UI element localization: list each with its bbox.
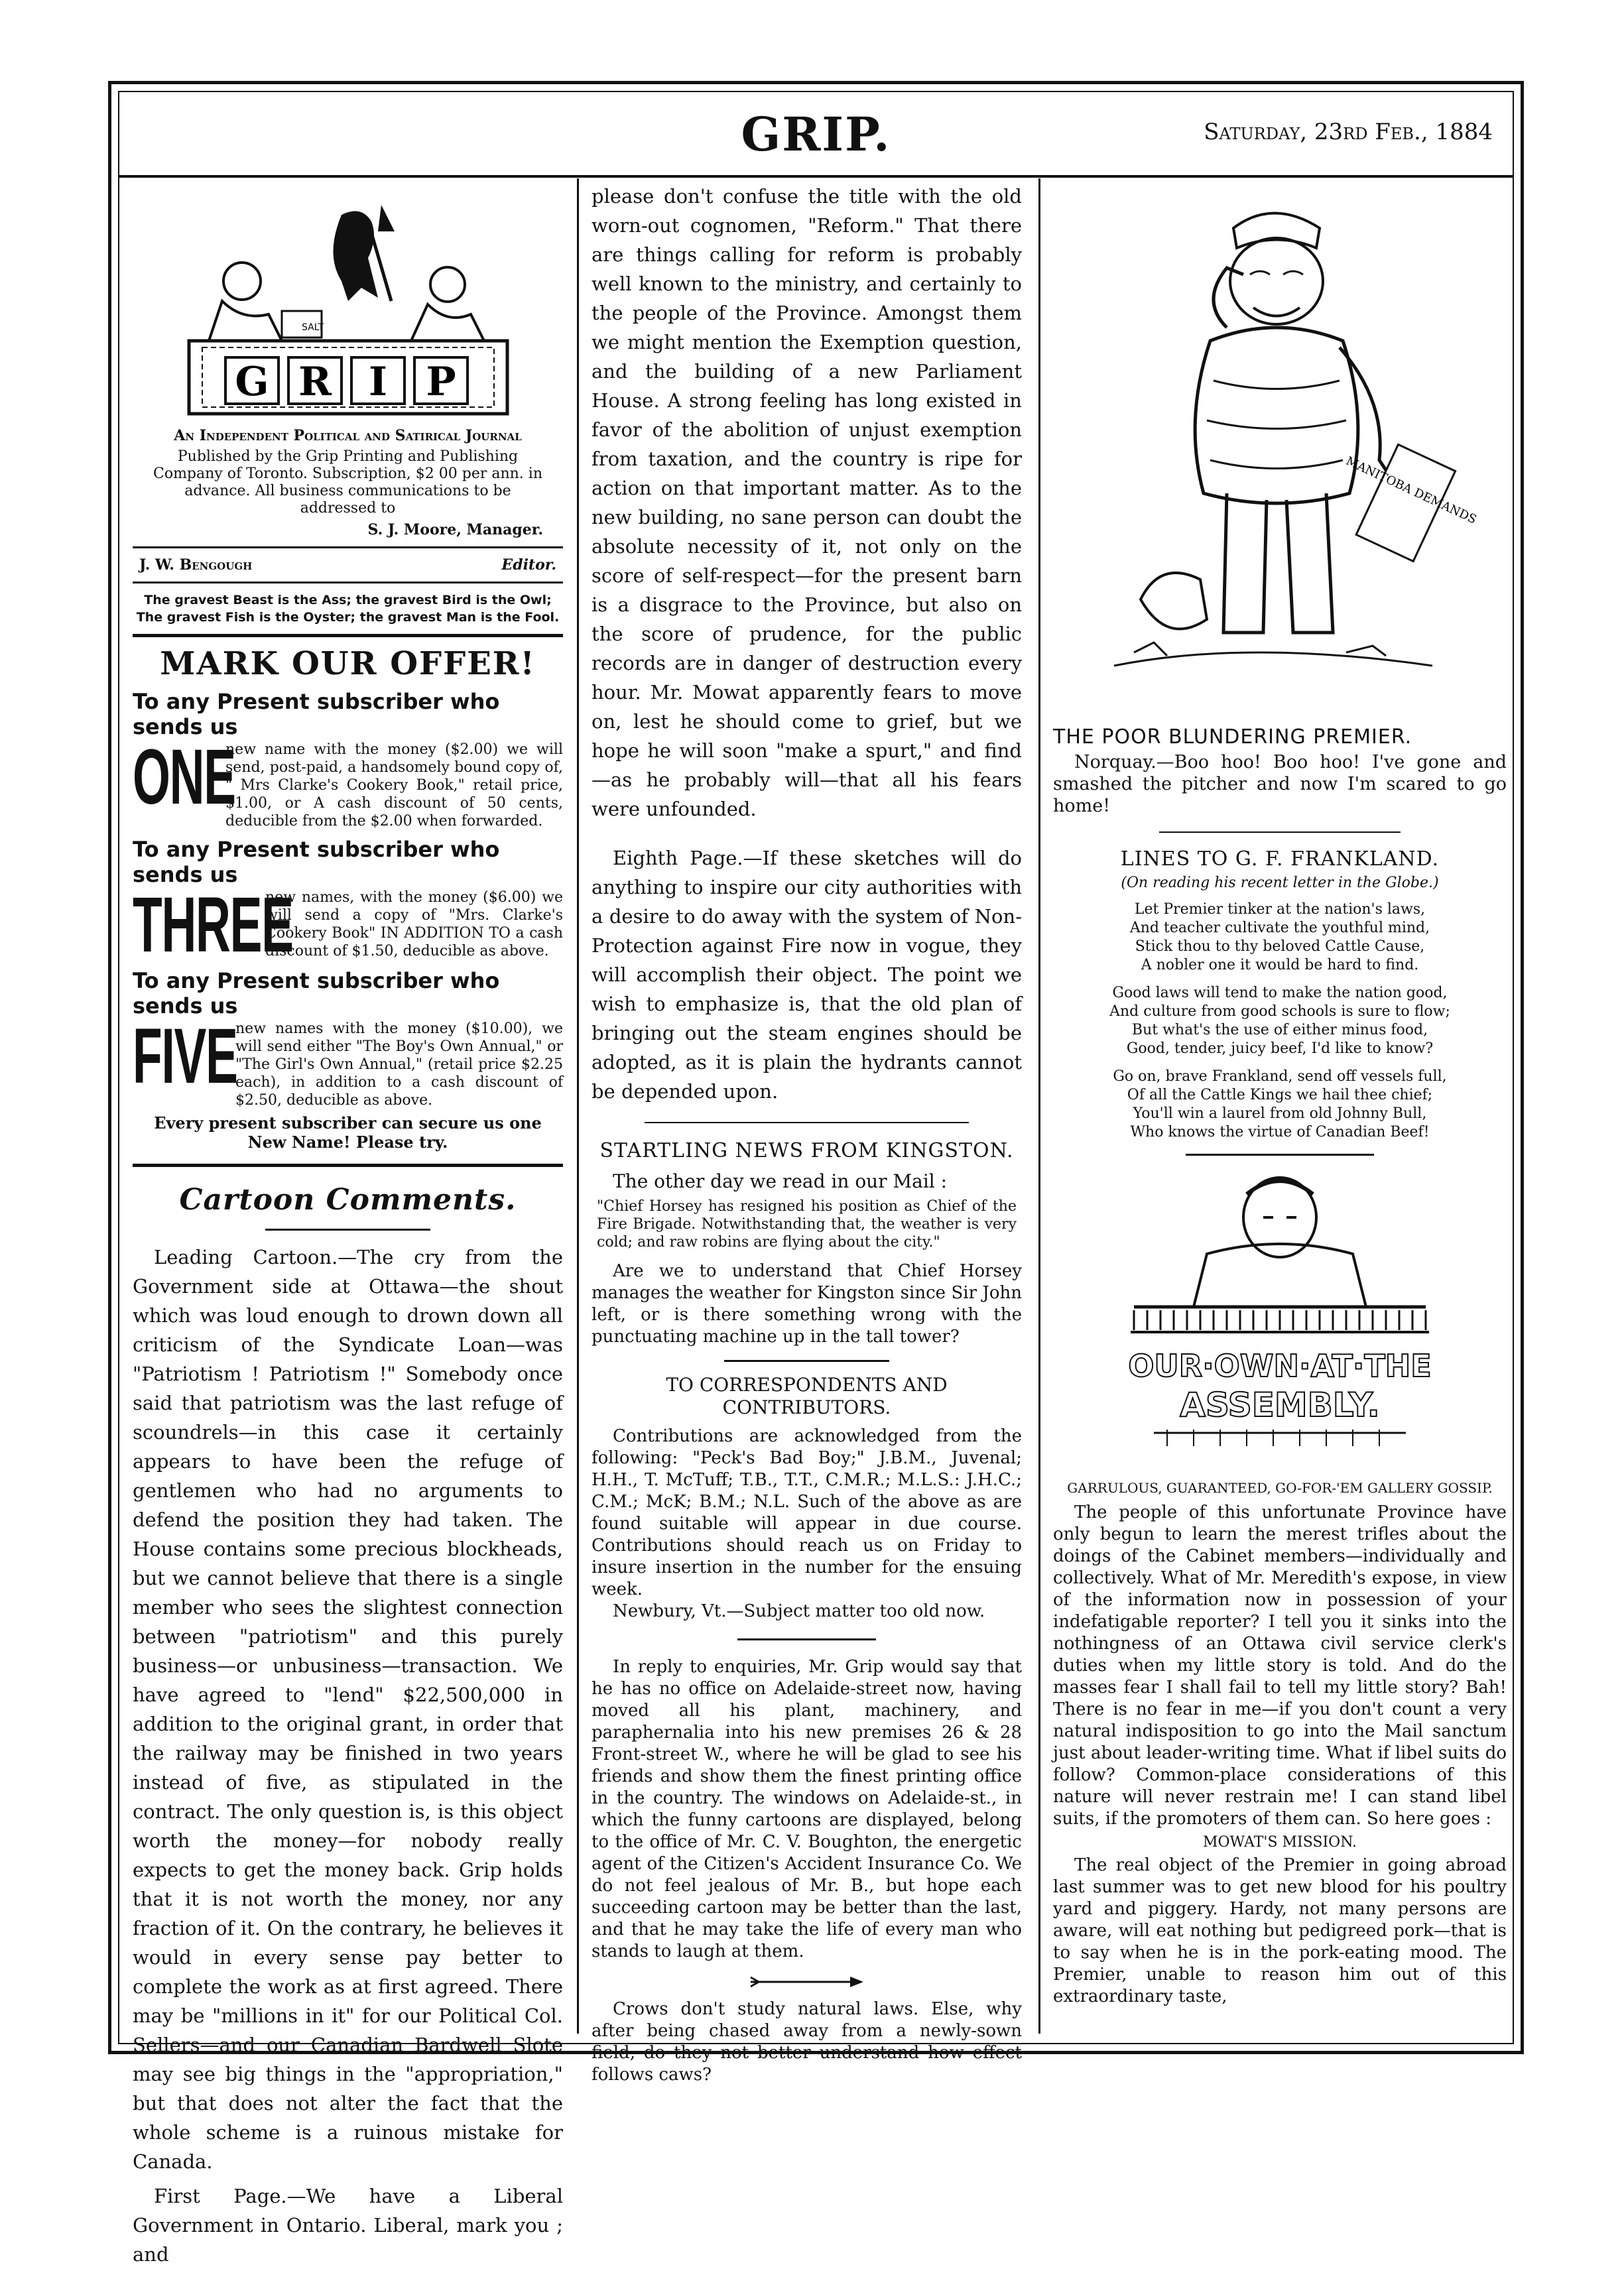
crows-text: Crows don't study natural laws. Else, why after being chased away from a newly-sown field, do they not better understand how effect follows caws? xyxy=(592,1999,1022,2085)
logo-letter-r: R xyxy=(298,359,332,405)
page-frame xyxy=(108,81,1524,2266)
cartoon-comments-title: Cartoon Comments. xyxy=(179,1183,517,1217)
divider xyxy=(645,1122,969,1123)
page-inner-frame xyxy=(118,91,1514,2266)
arrow-icon xyxy=(747,1975,867,1989)
dateline: Saturday, 23rd Feb., 1884 xyxy=(1204,119,1493,145)
offer3-intro: To any Present subscriber who sends us xyxy=(133,968,500,1018)
editor-name: J. W. Bengough xyxy=(139,556,253,574)
premier-caption: THE POOR BLUNDERING PREMIER. xyxy=(1053,725,1412,749)
poem-line: Go on, brave Frankland, send off vessels full, xyxy=(1113,1068,1447,1085)
assembly-title-line-1: OUR·OWN·AT·THE xyxy=(1128,1348,1432,1384)
poem-line: Let Premier tinker at the nation's laws, xyxy=(1134,901,1426,918)
offer1 xyxy=(133,733,563,830)
column-rule-1 xyxy=(577,178,579,2034)
poem-line: Stick thou to thy beloved Cattle Cause, xyxy=(1135,938,1425,955)
logo-salt-label: SALT xyxy=(301,322,324,333)
divider xyxy=(133,546,563,548)
offer2-intro: To any Present subscriber who sends us xyxy=(133,837,500,887)
poem-line: A nobler one it would be hard to find. xyxy=(1141,957,1419,973)
premier-cartoon-text: Norquay.—Boo hoo! Boo hoo! I've gone and smashed the pitcher and now I'm scared to go home! xyxy=(1053,752,1507,816)
kingston-intro: The other day we read in our Mail : xyxy=(613,1170,948,1192)
assembly-drawing xyxy=(1094,1168,1466,1473)
offer3 xyxy=(133,1012,563,1109)
eighth-page-text: Eighth Page.—If these sketches will do anything to inspire our city authorities with a desire to do away with the system of Non-Protection against Fire now in vogue, they will accomplish their object. The point we wish to emphasize is, that the old plan of bringing out the steam engines should be adopted, as it is plain the hydrants cannot be depended upon. xyxy=(592,847,1022,1103)
offer3-number: FIVE xyxy=(133,1012,237,1100)
column-2 xyxy=(586,182,1027,2085)
poem-stanza-3 xyxy=(1053,1068,1507,1142)
cartoon-paper-label: MANITOBA DEMANDS xyxy=(1343,454,1479,527)
page-header xyxy=(119,92,1513,178)
divider xyxy=(724,1360,889,1362)
mowat-title: MOWAT'S MISSION. xyxy=(1202,1834,1357,1851)
poem-line: Who knows the virtue of Canadian Beef! xyxy=(1130,1124,1430,1140)
poem-line: Of all the Cattle Kings we hail thee chief; xyxy=(1127,1087,1433,1103)
grip-logo-drawing xyxy=(162,202,534,420)
poem-line: But what's the use of either minus food, xyxy=(1131,1022,1428,1038)
correspondents-text: Contributions are acknowledged from the following: "Peck's Bad Boy;" J.B.M., Juvenal; H.H., T. McTuff; T.B., T.T., C.M.R.; M.L.S.: J.H.C.; C.M.; McK; B.M.; N.L. Such of the above as are found suitable will appear in due course. Contributions should reach us on Friday to insure insertion in the number for the ensuing week. xyxy=(592,1426,1022,1599)
offer2 xyxy=(133,881,563,969)
divider xyxy=(133,634,563,637)
kingston-quote: "Chief Horsey has resigned his position as Chief of the Fire Brigade. Notwithstanding that, the weather is very cold; and raw robins are flying about the city." xyxy=(597,1198,1017,1251)
premier-cartoon xyxy=(1094,188,1479,719)
motto-line-2: The gravest Fish is the Oyster; the gravest Man is the Fool. xyxy=(136,610,560,625)
offer2-text: new names, with the money ($6.00) we will send a copy of "Mrs. Clarke's Cookery Book" IN ADDITION TO a cash discount of $1.50, deducible as above. xyxy=(265,889,563,959)
poem-line: And culture from good schools is sure to flow; xyxy=(1109,1003,1450,1020)
premier-cartoon-drawing xyxy=(1094,188,1479,719)
offer1-number: ONE xyxy=(133,733,235,821)
column-3 xyxy=(1048,182,1512,2031)
divider xyxy=(265,1229,430,1231)
offer3-text: new names with the money ($10.00), we will send either "The Boy's Own Annual," or "The Girl's Own Annual," (retail price $2.25 each), in addition to a cash discount of $2.50, deducible as above. xyxy=(235,1020,563,1109)
offer1-intro: To any Present subscriber who sends us xyxy=(133,689,500,739)
logo-letter-i: I xyxy=(368,359,387,405)
manager-line: S. J. Moore, Manager. xyxy=(367,521,543,538)
poem-line: Good laws will tend to make the nation good, xyxy=(1112,985,1448,1001)
assembly-title-line-2: ASSEMBLY. xyxy=(1180,1386,1380,1424)
kingston-title: STARTLING NEWS FROM KINGSTON. xyxy=(599,1139,1014,1162)
first-page-text: First Page.—We have a Liberal Government in Ontario. Liberal, mark you ; and xyxy=(133,2185,563,2266)
divider xyxy=(133,582,563,583)
logo-letter-g: G xyxy=(234,359,269,405)
enquiries-text: In reply to enquiries, Mr. Grip would say that he has no office on Adelaide-street now, having moved all his plant, machinery, and paraphernalia into his new premises 26 & 28 Front-street W., where he will be glad to see his friends and show them the finest printing office in the country. The windows on Adelaide-st., in which the funny cartoons are displayed, belong to the office of Mr. C. V. Boughton, the energetic agent of the Citizen's Accident Insurance Co. We do not feel jealous of Mr. B., but hope each succeeding cartoon may be better than the last, and that he may take the life of every man who stands to laugh at them. xyxy=(592,1657,1022,1961)
editor-line xyxy=(133,556,563,574)
publisher-info: Published by the Grip Printing and Publishing Company of Toronto. Subscription, $2 00 per ann. in advance. All business communications to be addressed to xyxy=(153,448,543,517)
correspondents-title: TO CORRESPONDENTS AND CONTRIBUTORS. xyxy=(666,1374,948,1418)
poem-line: You'll win a laurel from old Johnny Bull, xyxy=(1133,1105,1427,1122)
divider xyxy=(737,1638,876,1640)
motto-line-1: The gravest Beast is the Ass; the gravest Bird is the Owl; xyxy=(144,593,552,607)
masthead: GRIP. xyxy=(741,107,891,162)
first-page-continued: please don't confuse the title with the old worn-out cognomen, "Reform." That there are things calling for reform is probably well known to the ministry, and certainly to the people of the Province. Amongst them we might mention the Exemption question, and the building of a new Parliament House. A strong feeling has long existed in favor of the abolition of unjust exemption from taxation, and the country is ripe for action on that important matter. As to the new building, no sane person can doubt the absolute necessity of it, not only on the score of self-respect—for the present barn is a disgrace to the Province, but also on the score of prudence, for the public records are in danger of destruction every hour. Mr. Mowat apparently fears to move on, lest he should come to grief, but we hope he will soon "make a spurt," and find—as he probably will—that all his fears were unfounded. xyxy=(592,185,1022,820)
leading-cartoon-text: Leading Cartoon.—The cry from the Government side at Ottawa—the shout which was loud enough to drown down all criticism of the Syndicate Loan—was "Patriotism ! Patriotism !" Somebody once said that patriotism was the last refuge of scoundrels—in this case it certainly appears to have been the refuge of gentlemen who had no arguments to defend the position they had taken. The House contains some precious blockheads, but we cannot believe that there is a single member who sees the slightest connection between "patriotism" and this purely business—or unbusiness—transaction. We have agreed to "lend" $22,500,000 in addition to the original grant, in order that the railway may be finished in two years instead of five, as stipulated in the contract. The only question is, is this object worth the money—for nobody really expects to get the money back. Grip holds that it is not worth the money, nor any fraction of it. On the contrary, he believes it would in every sense pay better to complete the work as at first agreed. There may be "millions in it" for our Political Col. Sellers—and our Canadian Bardwell Slote may see big things in the "appropriation," but that does not alter the fact that the whole scheme is a ruinous mistake for Canada. xyxy=(133,1246,563,2173)
poem-stanza-1 xyxy=(1053,900,1507,975)
poem-line: Good, tender, juicy beef, I'd like to know? xyxy=(1126,1040,1434,1057)
kingston-comment: Are we to understand that Chief Horsey manages the weather for Kingston since Sir John left, or is there something wrong with the punctuating machine up in the tall tower? xyxy=(592,1261,1022,1347)
offer-title: MARK OUR OFFER! xyxy=(160,645,536,682)
poem-stanza-2 xyxy=(1053,984,1507,1058)
divider xyxy=(1186,1154,1374,1156)
column-1 xyxy=(127,182,568,2266)
assembly-subtitle: GARRULOUS, GUARANTEED, GO-FOR-'EM GALLERY GOSSIP. xyxy=(1067,1480,1493,1496)
lines-title: LINES TO G. F. FRANKLAND. xyxy=(1120,847,1440,871)
grip-logo-illustration xyxy=(162,202,534,420)
divider xyxy=(133,1164,563,1167)
journal-tagline: An Independent Political and Satirical Journal xyxy=(174,427,522,444)
assembly-text: The people of this unfortunate Province have only begun to learn the merest trifles about the doings of the Cabinet members—individually and collectively. What of Mr. Meredith's expose, in view of the information now in possession of your indefatigable reporter? I tell you it sinks into the nothingness of an Ottawa civil service clerk's duties when my little story is told. And do the masses fear I shall fail to tell my little story? Bah! There is no fear in me—if you don't count a very natural indisposition to go into the Mail sanctum just about leader-writing time. What if libel suits do follow? Common-place considerations of this nature will never restrain me! I can stand libel suits, if the promoters of them can. So here goes : xyxy=(1053,1502,1507,1829)
logo-letter-p: P xyxy=(425,359,456,405)
divider xyxy=(1159,831,1401,833)
column-rule-2 xyxy=(1038,178,1040,2034)
poem-line: And teacher cultivate the youthful mind, xyxy=(1129,920,1430,936)
newbury-note: Newbury, Vt.—Subject matter too old now. xyxy=(613,1601,985,1621)
offer1-text: new name with the money ($2.00) we will send, post-paid, a handsomely bound copy of, " Mrs Clarke's Cookery Book," retail price, $1.00, or A cash discount of 50 cents, deducible from the $2.00 when forwarded. xyxy=(225,741,563,829)
offer2-number: THREE xyxy=(133,881,293,969)
mowat-text: The real object of the Premier in going abroad last summer was to get new blood for his poultry yard and piggery. Hardy, not many persons are aware, will eat nothing but pedigreed pork—that is to say when he is in the pork-eating mood. The Premier, unable to reason him out of this extraordinary taste, xyxy=(1053,1855,1507,2006)
offer-footer-2: New Name! Please try. xyxy=(247,1133,448,1152)
offer-footer-1: Every present subscriber can secure us one xyxy=(154,1113,542,1133)
editor-label: Editor. xyxy=(501,556,556,574)
lines-subtitle: (On reading his recent letter in the Globe.) xyxy=(1121,875,1439,891)
assembly-illustration xyxy=(1094,1168,1466,1473)
arrow-ornament xyxy=(592,1975,1022,1992)
